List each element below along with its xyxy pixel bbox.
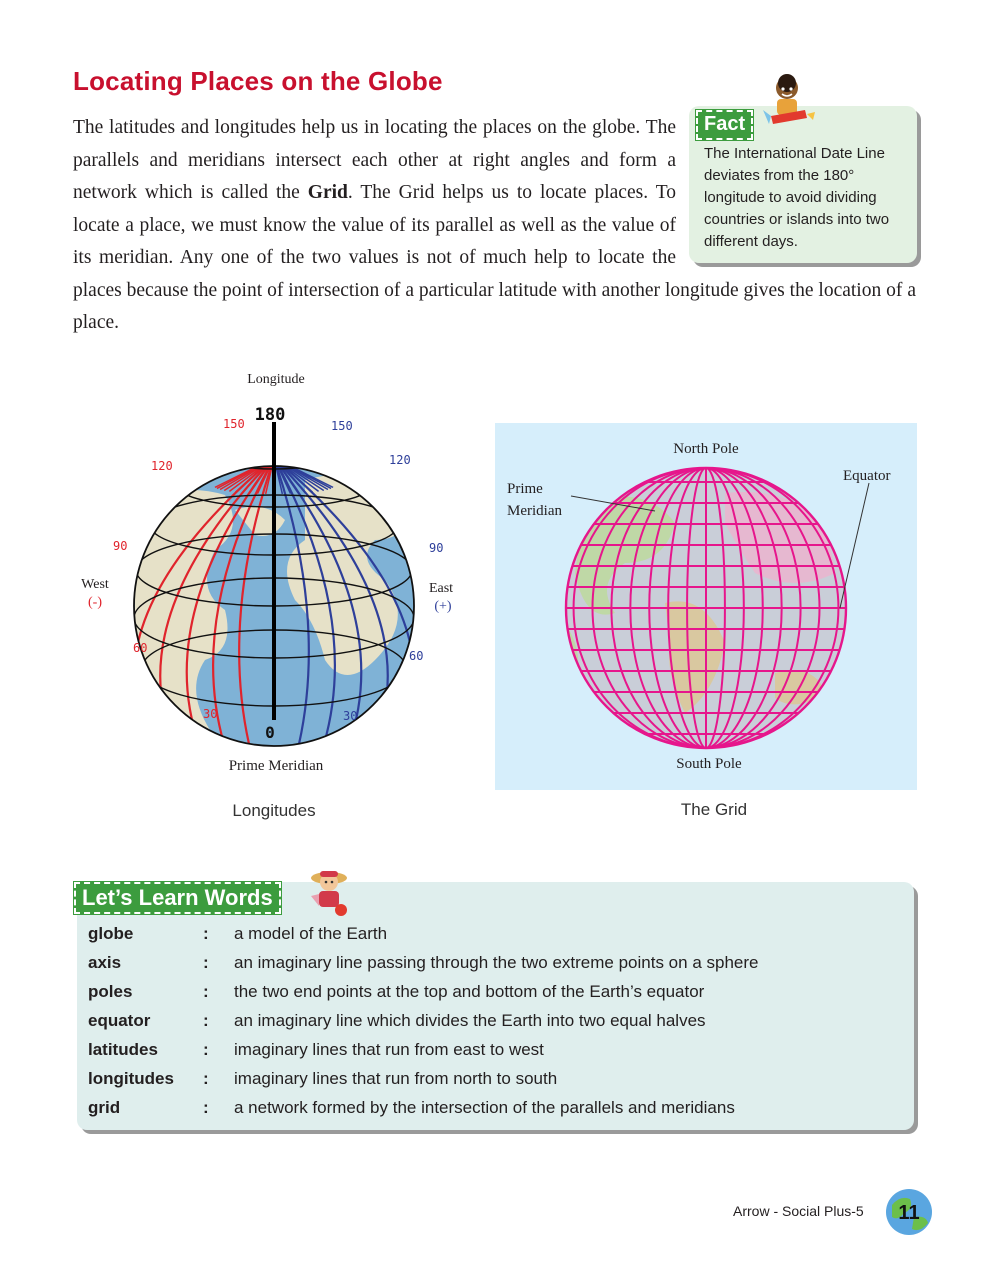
grid-figure-panel xyxy=(495,423,917,790)
word-definition: imaginary lines that run from east to west xyxy=(234,1040,544,1059)
word-definition: a model of the Earth xyxy=(234,924,388,943)
intro-text-part-2: . The Grid helps us to locate places. To locate a place, we must know the value of its parallel as well as the value of its meridian. Any one of the two values is not of much help to locate the places because the point of intersection of a particular latitude with another longitude gives the location of a place. xyxy=(73,182,916,333)
west-label: West xyxy=(81,577,109,592)
word-term: globe xyxy=(88,924,134,943)
section-heading: Locating Places on the Globe xyxy=(73,66,443,96)
longitude-top-label: Longitude xyxy=(247,372,305,387)
west-tick-label: 120 xyxy=(151,459,173,473)
longitude-0-label: 0 xyxy=(265,723,275,742)
east-tick-label: 120 xyxy=(389,453,411,467)
east-tick-label: 150 xyxy=(331,419,353,433)
word-row xyxy=(88,982,908,1006)
word-definition: an imaginary line which divides the Earth into two equal halves xyxy=(234,1011,706,1030)
girl-mascot-icon xyxy=(303,866,355,922)
east-tick-label: 60 xyxy=(409,649,424,663)
west-tick-label: 60 xyxy=(133,641,148,655)
word-row xyxy=(88,953,908,977)
west-tick-label: 90 xyxy=(113,539,128,553)
word-row xyxy=(88,1069,908,1093)
word-definition: an imaginary line passing through the two extreme points on a sphere xyxy=(234,953,759,972)
word-row xyxy=(88,924,908,948)
fact-box xyxy=(689,106,917,263)
word-row xyxy=(88,1040,908,1064)
east-label: East xyxy=(428,581,454,596)
south-pole-label: South Pole xyxy=(676,756,742,772)
word-colon: : xyxy=(203,953,209,972)
longitudes-figure xyxy=(75,360,475,830)
word-term: grid xyxy=(88,1098,121,1117)
west-tick-label: 30 xyxy=(203,707,218,721)
fact-label: Fact xyxy=(696,110,753,140)
equator-pointer xyxy=(840,483,869,608)
grid-caption: The Grid xyxy=(680,800,748,819)
east-tick-label: 90 xyxy=(429,541,444,555)
north-pole-label: North Pole xyxy=(673,441,739,457)
word-colon: : xyxy=(203,1098,209,1117)
east-sign: (+) xyxy=(434,599,452,614)
learn-words-label: Let’s Learn Words xyxy=(74,882,281,914)
word-colon: : xyxy=(203,1069,209,1088)
fact-text: The International Date Line deviates from the 180° longitude to avoid dividing countries or islands into two different days. xyxy=(704,145,890,250)
word-definition: imaginary lines that run from north to south xyxy=(234,1069,558,1088)
word-term: longitudes xyxy=(88,1069,174,1088)
grid-figure xyxy=(495,423,917,790)
word-definition: the two end points at the top and bottom of the Earth’s equator xyxy=(234,982,705,1001)
word-definition: a network formed by the intersection of the parallels and meridians xyxy=(234,1098,735,1117)
equator-label: Equator xyxy=(843,468,891,484)
learn-words-box xyxy=(77,882,914,1130)
word-colon: : xyxy=(203,982,209,1001)
word-colon: : xyxy=(203,924,209,943)
longitudes-caption: Longitudes xyxy=(232,801,316,820)
word-term: latitudes xyxy=(88,1040,158,1059)
boy-mascot-icon xyxy=(757,74,815,138)
west-tick-label: 150 xyxy=(223,417,245,431)
prime-meridian-label: Prime Meridian xyxy=(228,758,324,774)
word-row xyxy=(88,1098,908,1122)
west-sign: (-) xyxy=(88,595,102,610)
word-colon: : xyxy=(203,1040,209,1059)
globe-page-icon xyxy=(884,1187,934,1237)
word-term: axis xyxy=(88,953,122,972)
word-colon: : xyxy=(203,1011,209,1030)
word-row xyxy=(88,1011,908,1035)
intro-text-part-1: The latitudes and longitudes help us in locating the places on the globe. The parallels and meridians intersect each other at right angles and form a network which is called the xyxy=(73,117,676,203)
word-term: poles xyxy=(88,982,133,1001)
grid-term: Grid xyxy=(307,182,348,203)
longitude-180-label: 180 xyxy=(254,405,286,425)
page-number-badge xyxy=(884,1187,934,1242)
prime-label-line1: Prime xyxy=(507,481,543,497)
page-number: 11 xyxy=(898,1202,920,1224)
prime-label-line2: Meridian xyxy=(507,503,562,519)
east-tick-label: 30 xyxy=(343,709,358,723)
footer-book-title: Arrow - Social Plus-5 xyxy=(733,1203,864,1219)
word-term: equator xyxy=(88,1011,151,1030)
